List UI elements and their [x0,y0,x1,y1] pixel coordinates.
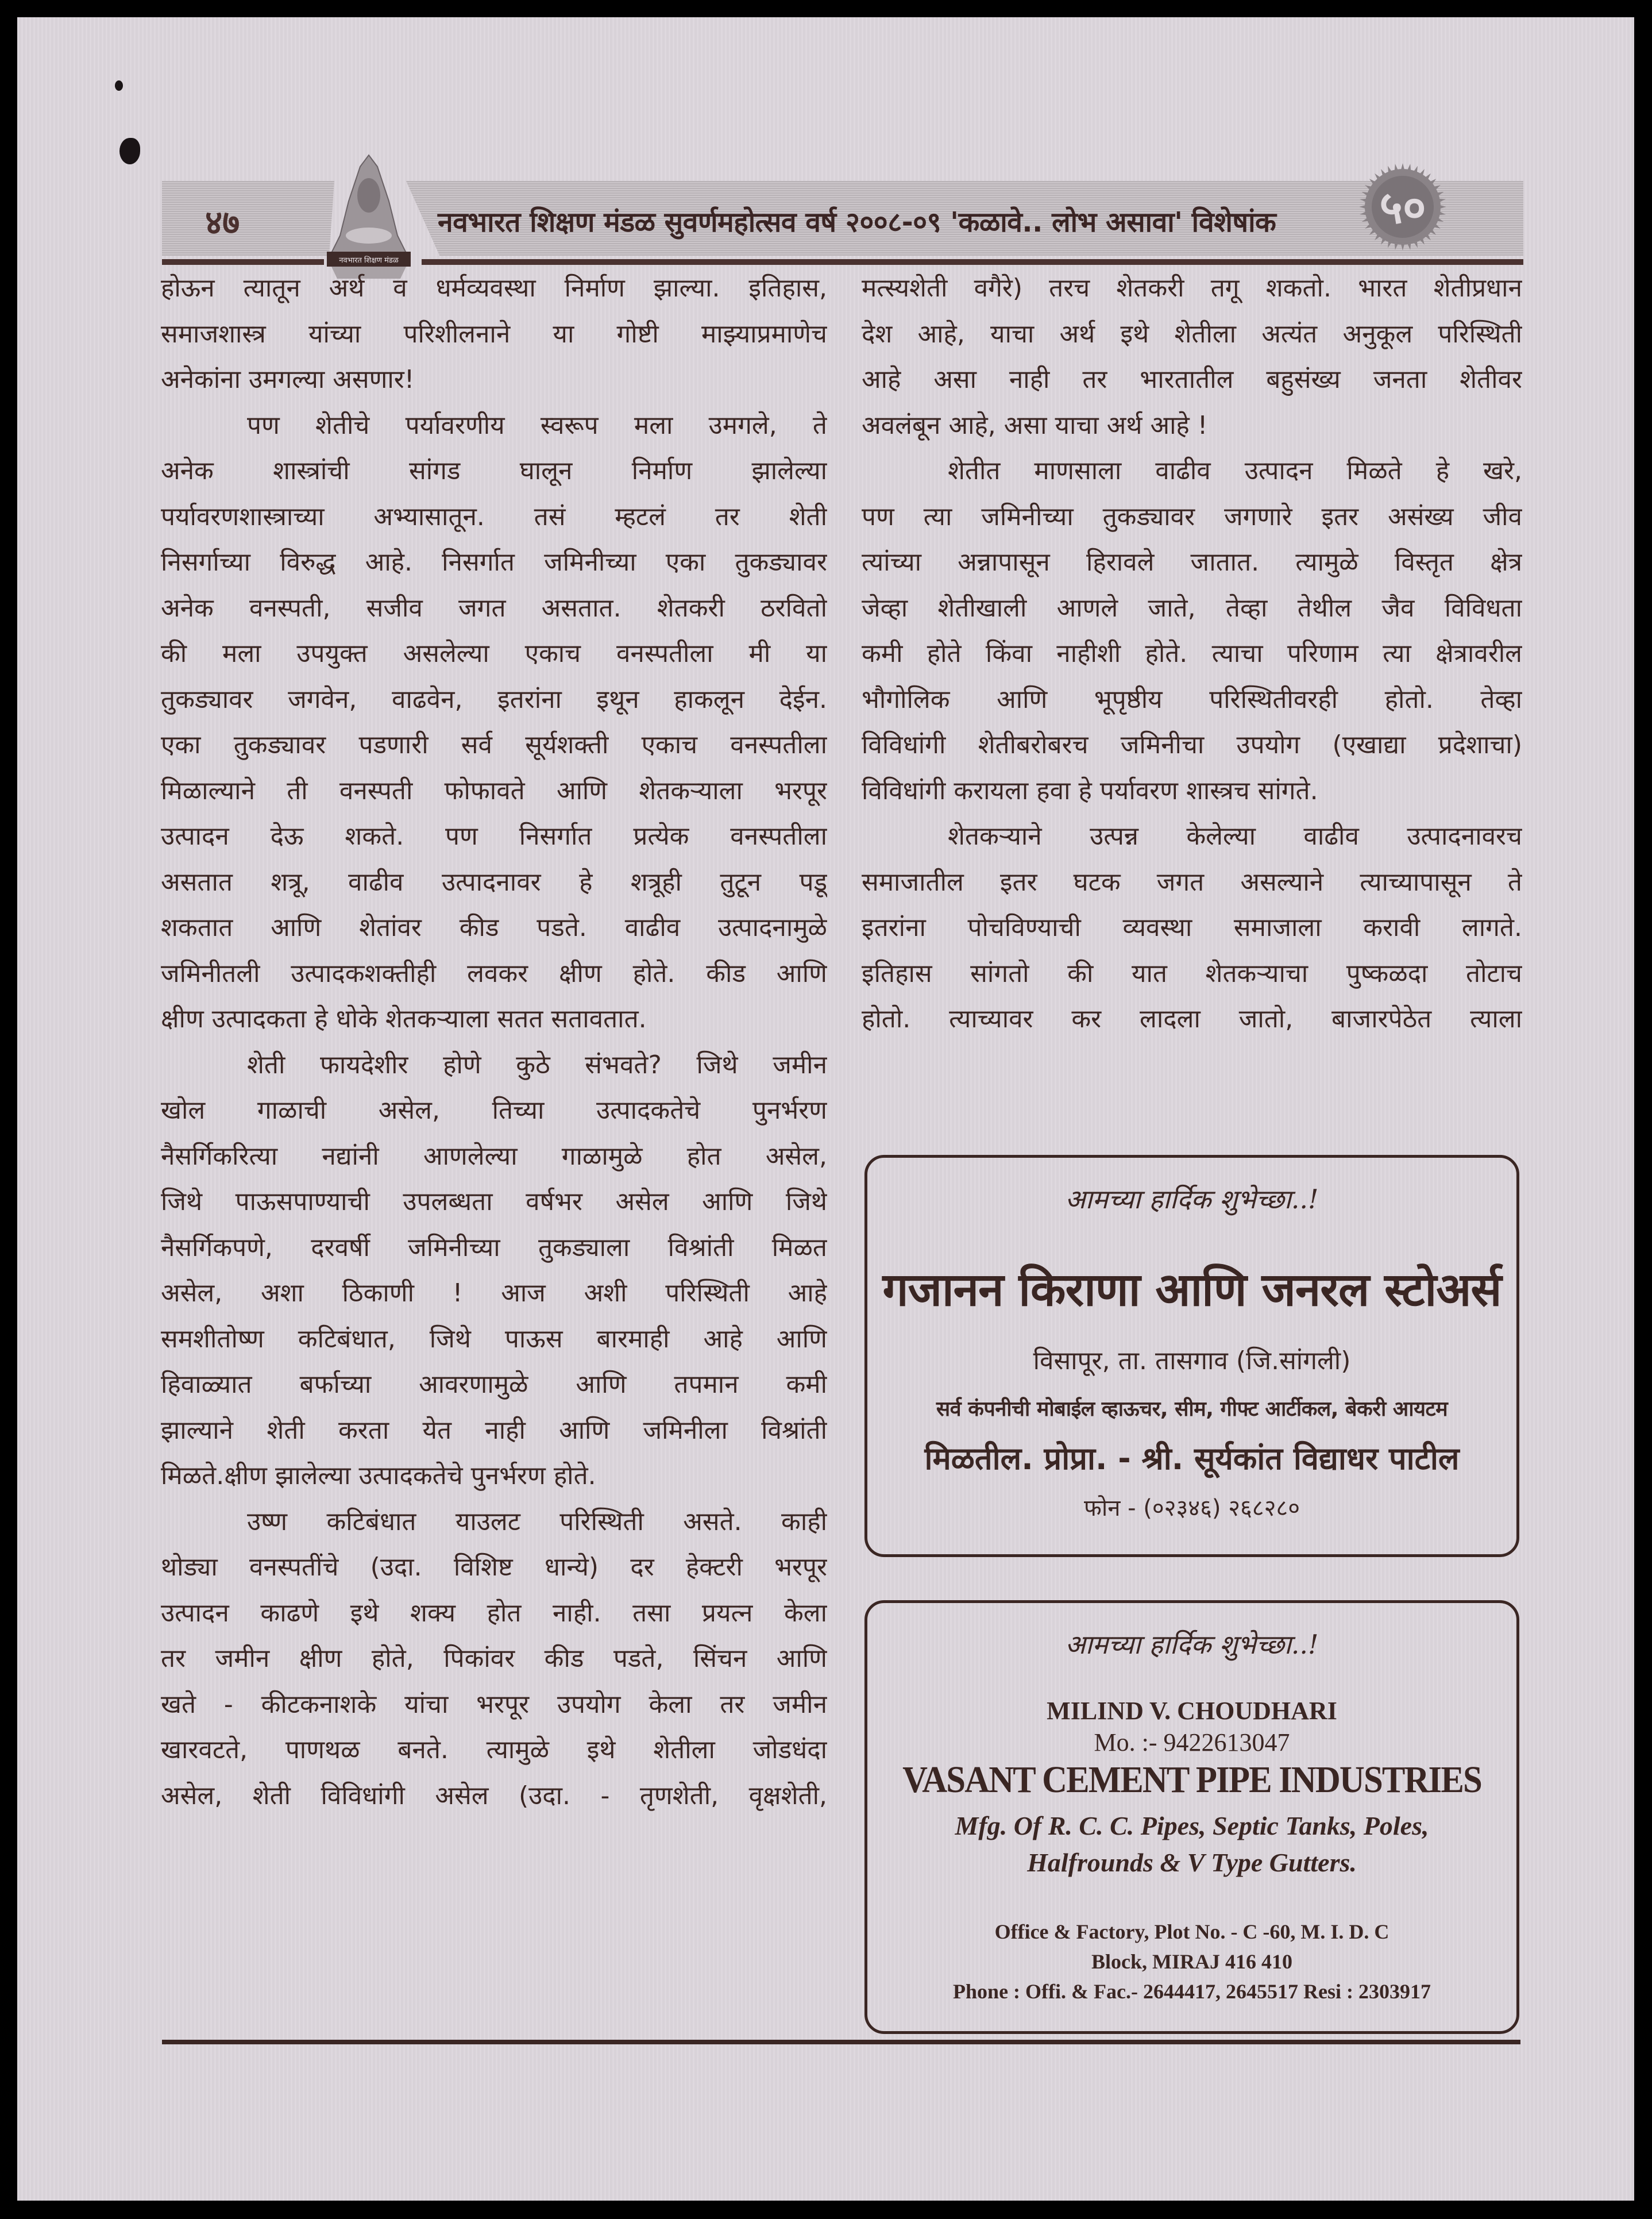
article-line: झाल्याने शेती करता येत नाही आणि जमिनीला विश्रांती [161,1415,827,1445]
article-right-column [862,265,1522,1042]
header-rule [422,259,1523,265]
header-title: नवभारत शिक्षण मंडळ सुवर्णमहोत्सव वर्ष २००८-०९ 'कळावे.. लोभ असावा' विशेषांक [438,206,1276,238]
article-line: अनेक वनस्पती, सजीव जगत असतात. शेतकरी ठरवितो [161,593,827,623]
article-line: क्षीण उत्पादकता हे धोके शेतकऱ्याला सतत सतावतात. [161,1004,647,1034]
article-line: हिवाळ्यात बर्फाच्या आवरणामुळे आणि तपमान कमी [161,1370,827,1399]
ad-greeting: आमच्या हार्दिक शुभेच्छा..! [1065,1184,1319,1215]
badge-ray [1362,218,1369,222]
article-line: असेल, अशा ठिकाणी ! आज अशी परिस्थिती आहे [161,1278,827,1308]
article-line: नैसर्गिकरित्या नद्यांनी आणलेल्या गाळामुळे होत असेल, [161,1141,827,1171]
article-line: पण त्या जमिनीच्या तुकड्यावर जगणारे इतर असंख्य जीव [862,502,1522,531]
article-line: पण शेतीचे पर्यावरणीय स्वरूप मला उमगले, ते [247,410,827,440]
article-line: खोल गाळाची असेल, तिच्या उत्पादकतेचे पुनर्भरण [161,1096,827,1125]
ad-products-line: Mfg. Of R. C. C. Pipes, Septic Tanks, Poles, [955,1811,1429,1840]
article-line: इतिहास सांगतो की यात शेतकऱ्याचा पुष्कळदा तोटाच [862,958,1522,988]
badge-ray [1360,199,1367,202]
article-line: अनेकांना उमगल्या असणार! [161,365,415,394]
article-line: देश आहे, याचा अर्थ इथे शेतीला अत्यंत अनुकूल परिस्थिती [862,319,1522,349]
punch-hole [115,80,123,91]
ad-proprietor: मिळतील. प्रोप्रा. - श्री. सूर्यकांत विद्याधर पाटील [924,1440,1460,1477]
article-line: खारवटते, पाणथळ बनते. त्यामुळे इथे शेतीला जोडधंदा [161,1735,827,1765]
article-line: अनेक शास्त्रांची सांगड घालून निर्माण झालेल्या [161,456,827,486]
article-line: त्यांच्या अन्नापासून हिरावले जातात. त्यामुळे विस्तृत क्षेत्र [862,548,1522,577]
article-line: समशीतोष्ण कटिबंधात, जिथे पाऊस बारमाही आहे आणि [161,1324,827,1354]
badge-ray [1360,205,1366,209]
article-line: होऊन त्यातून अर्थ व धर्मव्यवस्था निर्माण झाल्या. इतिहास, [161,273,827,303]
badge-ray [1362,192,1369,196]
article-line: जिथे पाऊसपाण्याची उपलब्धता वर्षभर असेल आणि जिथे [161,1187,827,1216]
article-line: पर्यावरणशास्त्राच्या अभ्यासातून. तसं म्हटलं तर शेती [161,502,827,531]
ad-office-line: Block, MIRAJ 416 410 [1091,1950,1292,1973]
ad-products-line: Halfrounds & V Type Gutters. [1027,1848,1357,1877]
article-line: खते - कीटकनाशके यांचा भरपूर उपयोग केला तर जमीन [161,1689,827,1719]
article-line: आहे असा नाही तर भारतातील बहुसंख्य जनता शेतीवर [862,365,1522,394]
ad-products: सर्व कंपनीची मोबाईल व्हाऊचर, सीम, गीफ्ट आर्टीकल, बेकरी आयटम [936,1397,1448,1421]
badge-ray [1439,205,1446,209]
article-line: इतरांना पोचविण्याची व्यवस्था समाजाला करावी लागते. [862,913,1522,942]
header-rule [162,259,324,265]
page-number: ४७ [205,203,240,242]
article-line: होतो. त्याच्यावर कर लादला जातो, बाजारपेठेत त्याला [862,1004,1522,1034]
article-line: समाजातील इतर घटक जगत असल्याने त्याच्यापासून ते [862,867,1522,897]
article-line: जमिनीतली उत्पादकशक्तीही लवकर क्षीण होते. कीड आणि [161,958,827,988]
badge-ray [1414,241,1418,248]
article-line: शकतात आणि शेतांवर कीड पडते. वाढीव उत्पादनामुळे [161,913,827,942]
article-line: नैसर्गिकपणे, दरवर्षी जमिनीच्या तुकड्याला विश्रांती मिळत [161,1232,827,1262]
ad-address: विसापूर, ता. तासगाव (जि.सांगली) [1033,1346,1351,1376]
badge-ray [1395,164,1398,171]
article-line: भौगोलिक आणि भूपृष्ठीय परिस्थितीवरही होतो. तेव्हा [862,684,1522,714]
ad-office-line: Office & Factory, Plot No. - C -60, M. I. D. C [994,1920,1389,1943]
ad-gajanan-kirana [864,1155,1519,1557]
article-line: मत्स्यशेती वगैरे) तरच शेतकरी तगू शकतो. भारत शेतीप्रधान [862,273,1522,303]
badge-ray [1407,164,1411,171]
ad-office-address [867,1917,1516,2006]
article-left-column [161,265,827,1819]
article-line: उत्पादन देऊ शकते. पण निसर्गात प्रत्येक वनस्पतीला [161,822,827,851]
badge-ray [1401,163,1404,170]
article-line: मिळते.क्षीण झालेल्या उत्पादकतेचे पुनर्भरण होते. [161,1461,596,1490]
ad-products [867,1808,1516,1881]
article-line: निसर्गाच्या विरुद्ध आहे. निसर्गात जमिनीच्या एका तुकड्यावर [161,548,827,577]
bottom-rule [162,2040,1520,2044]
article-line: विविधांगी शेतीबरोबरच जमिनीचा उपयोग (एखाद्या प्रदेशाचा) [862,730,1522,760]
badge-ray [1438,199,1445,202]
article-line: अवलंबून आहे, असा याचा अर्थ आहे ! [862,410,1208,440]
golden-jubilee-badge-icon [1360,161,1446,253]
ad-company-name: VASANT CEMENT PIPE INDUSTRIES [902,1759,1481,1801]
badge-ray [1437,218,1443,222]
article-line: एका तुकड्यावर पडणारी सर्व सूर्यशक्ती एकाच वनस्पतीला [161,730,827,760]
badge-ray [1407,242,1411,249]
article-line: की मला उपयुक्त असलेल्या एकाच वनस्पतीला मी या [161,639,827,668]
article-line: जेव्हा शेतीखाली आणले जाते, तेव्हा तेथील जैव विविधता [862,593,1522,623]
badge-ray [1437,192,1443,196]
article-line: तर जमीन क्षीण होते, पिकांवर कीड पडते, सिंचन आणि [161,1644,827,1673]
emblem-label: नवभारत शिक्षण मंडळ [339,256,399,265]
article-line: उष्ण कटिबंधात याउलट परिस्थिती असते. काही [247,1507,827,1536]
badge-ray [1414,166,1418,173]
article-line: थोड्या वनस्पतींचे (उदा. विशिष्ट धान्ये) दर हेक्टरी भरपूर [161,1552,827,1582]
article-line: शेतीत माणसाला वाढीव उत्पादन मिळते हे खरे, [948,456,1522,486]
badge-text: ५० [1379,182,1426,234]
badge-ray [1388,241,1392,248]
badge-ray [1360,211,1367,215]
ad-person-name: MILIND V. CHOUDHARI [1047,1697,1337,1725]
article-line: तुकड्यावर जगवेन, वाढवेन, इतरांना इथून हाकलून देईन. [161,684,827,714]
article-line: मिळाल्याने ती वनस्पती फोफावते आणि शेतकऱ्याला भरपूर [161,776,827,806]
article-line: विविधांगी करायला हवा हे पर्यावरण शास्त्रच सांगते. [862,776,1318,806]
article-line: समाजशास्त्र यांच्या परिशीलनाने या गोष्टी माझ्याप्रमाणेच [161,319,827,349]
article-line: कमी होते किंवा नाहीशी होते. त्याचा परिणाम त्या क्षेत्रावरील [862,639,1522,668]
article-line: असेल, शेती विविधांगी असेल (उदा. - तृणशेती, वृक्षशेती, [161,1781,827,1810]
ad-shop-name: गजानन किराणा आणि जनरल स्टोअर्स [882,1263,1502,1316]
header-band-left [162,181,334,256]
badge-ray [1401,244,1404,251]
punch-hole [119,138,140,164]
article-line: उत्पादन काढणे इथे शक्य होत नाही. तसा प्रयत्न केला [161,1598,827,1628]
ad-office-phone: Phone : Offi. & Fac.- 2644417, 2645517 Resi : 2303917 [953,1980,1431,2003]
badge-ray [1438,211,1445,215]
ad-greeting: आमच्या हार्दिक शुभेच्छा..! [1065,1629,1319,1660]
ad-mobile: Mo. :- 9422613047 [1094,1728,1290,1756]
ad-phone: फोन - (०२३४६) २६८२८० [1084,1495,1300,1521]
page-header [162,181,1523,265]
badge-ray [1395,242,1398,249]
article-line: शेतकऱ्याने उत्पन्न केलेल्या वाढीव उत्पादनावरच [948,822,1522,851]
badge-ray [1388,166,1392,173]
article-line: शेती फायदेशीर होणे कुठे संभवते? जिथे जमीन [247,1050,827,1080]
ad-vasant-cement [864,1600,1519,2034]
article-line: असतात शत्रू, वाढीव उत्पादनावर हे शत्रूही तुटून पडू [161,867,827,897]
